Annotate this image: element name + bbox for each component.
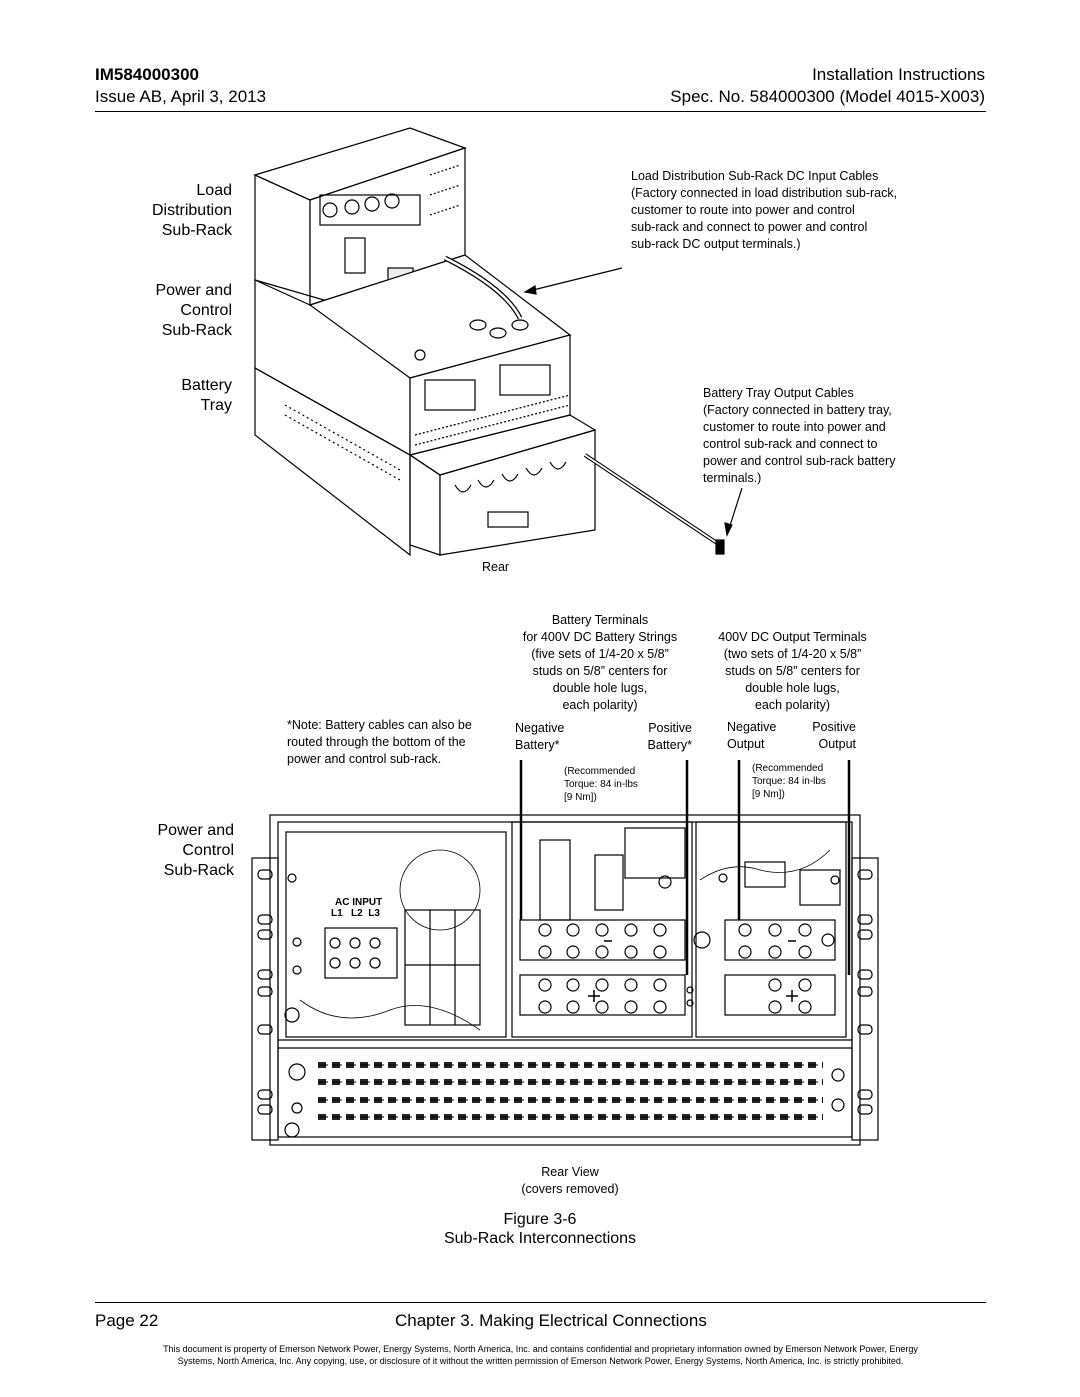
doc-type: Installation Instructions bbox=[812, 65, 985, 84]
label-negative-battery: Negative Battery* bbox=[515, 721, 565, 752]
label-power-control-rear: Power and Control Sub-Rack bbox=[157, 822, 234, 879]
spec-number: Spec. No. 584000300 (Model 4015-X003) bbox=[670, 87, 985, 106]
ac-input-label: AC INPUT L1 L2 L3 bbox=[331, 897, 383, 919]
view-label-rear-covers-removed: Rear View (covers removed) bbox=[521, 1165, 619, 1196]
issue-date: Issue AB, April 3, 2013 bbox=[95, 87, 267, 106]
footer-rule bbox=[95, 1302, 986, 1303]
label-battery-tray: Battery Tray bbox=[181, 377, 232, 414]
figure-number: Figure 3-6 bbox=[503, 1211, 577, 1228]
figure-title: Sub-Rack Interconnections bbox=[443, 1230, 637, 1247]
callout-battery-cables: Battery Tray Output Cables (Factory connected in battery tray, customer to route into power and control sub-rack and connect to power and control sub-rack battery terminals.) bbox=[703, 386, 896, 485]
output-terminals-desc: 400V DC Output Terminals (two sets of 1/4-20 x 5/8” studs on 5/8” centers for double hole lugs, each polarity) bbox=[718, 630, 867, 712]
battery-routing-note: *Note: Battery cables can also be routed through the bottom of the power and control sub-rack. bbox=[287, 718, 472, 766]
view-label-rear: Rear bbox=[482, 560, 510, 574]
label-power-control: Power and Control Sub-Rack bbox=[155, 282, 232, 339]
torque-note-battery: (Recommended Torque: 84 in-lbs [9 Nm]) bbox=[564, 766, 638, 803]
doc-id: IM584000300 bbox=[95, 65, 199, 84]
label-negative-output: Negative Output bbox=[727, 720, 777, 751]
chapter-title: Chapter 3. Making Electrical Connections bbox=[395, 1311, 707, 1330]
battery-terminals-desc: Battery Terminals for 400V DC Battery Strings (five sets of 1/4-20 x 5/8” studs on 5/8” centers for double hole lugs, each polarity) bbox=[522, 613, 678, 712]
callout-load-cables: Load Distribution Sub-Rack DC Input Cables (Factory connected in load distribution sub-rack, customer to route into power and control sub-rack and connect to power and control sub-rack DC output terminals.) bbox=[631, 169, 898, 251]
label-load-distribution: Load Distribution Sub-Rack bbox=[151, 182, 232, 239]
label-positive-output: Positive Output bbox=[812, 720, 856, 751]
page-number: Page 22 bbox=[95, 1311, 159, 1330]
label-positive-battery: Positive Battery* bbox=[647, 721, 692, 752]
legal-notice: This document is property of Emerson Network Power, Energy Systems, North America, Inc. and contains confidential and proprietary information owned by Emerson Network Power, Energy Systems, North America, Inc. Any copying, use, or disclosure of it without the written permission of Emerson Network Power, Energy Systems, North America, Inc. is strictly prohibited. bbox=[163, 1344, 918, 1366]
torque-note-output: (Recommended Torque: 84 in-lbs [9 Nm]) bbox=[752, 763, 826, 800]
